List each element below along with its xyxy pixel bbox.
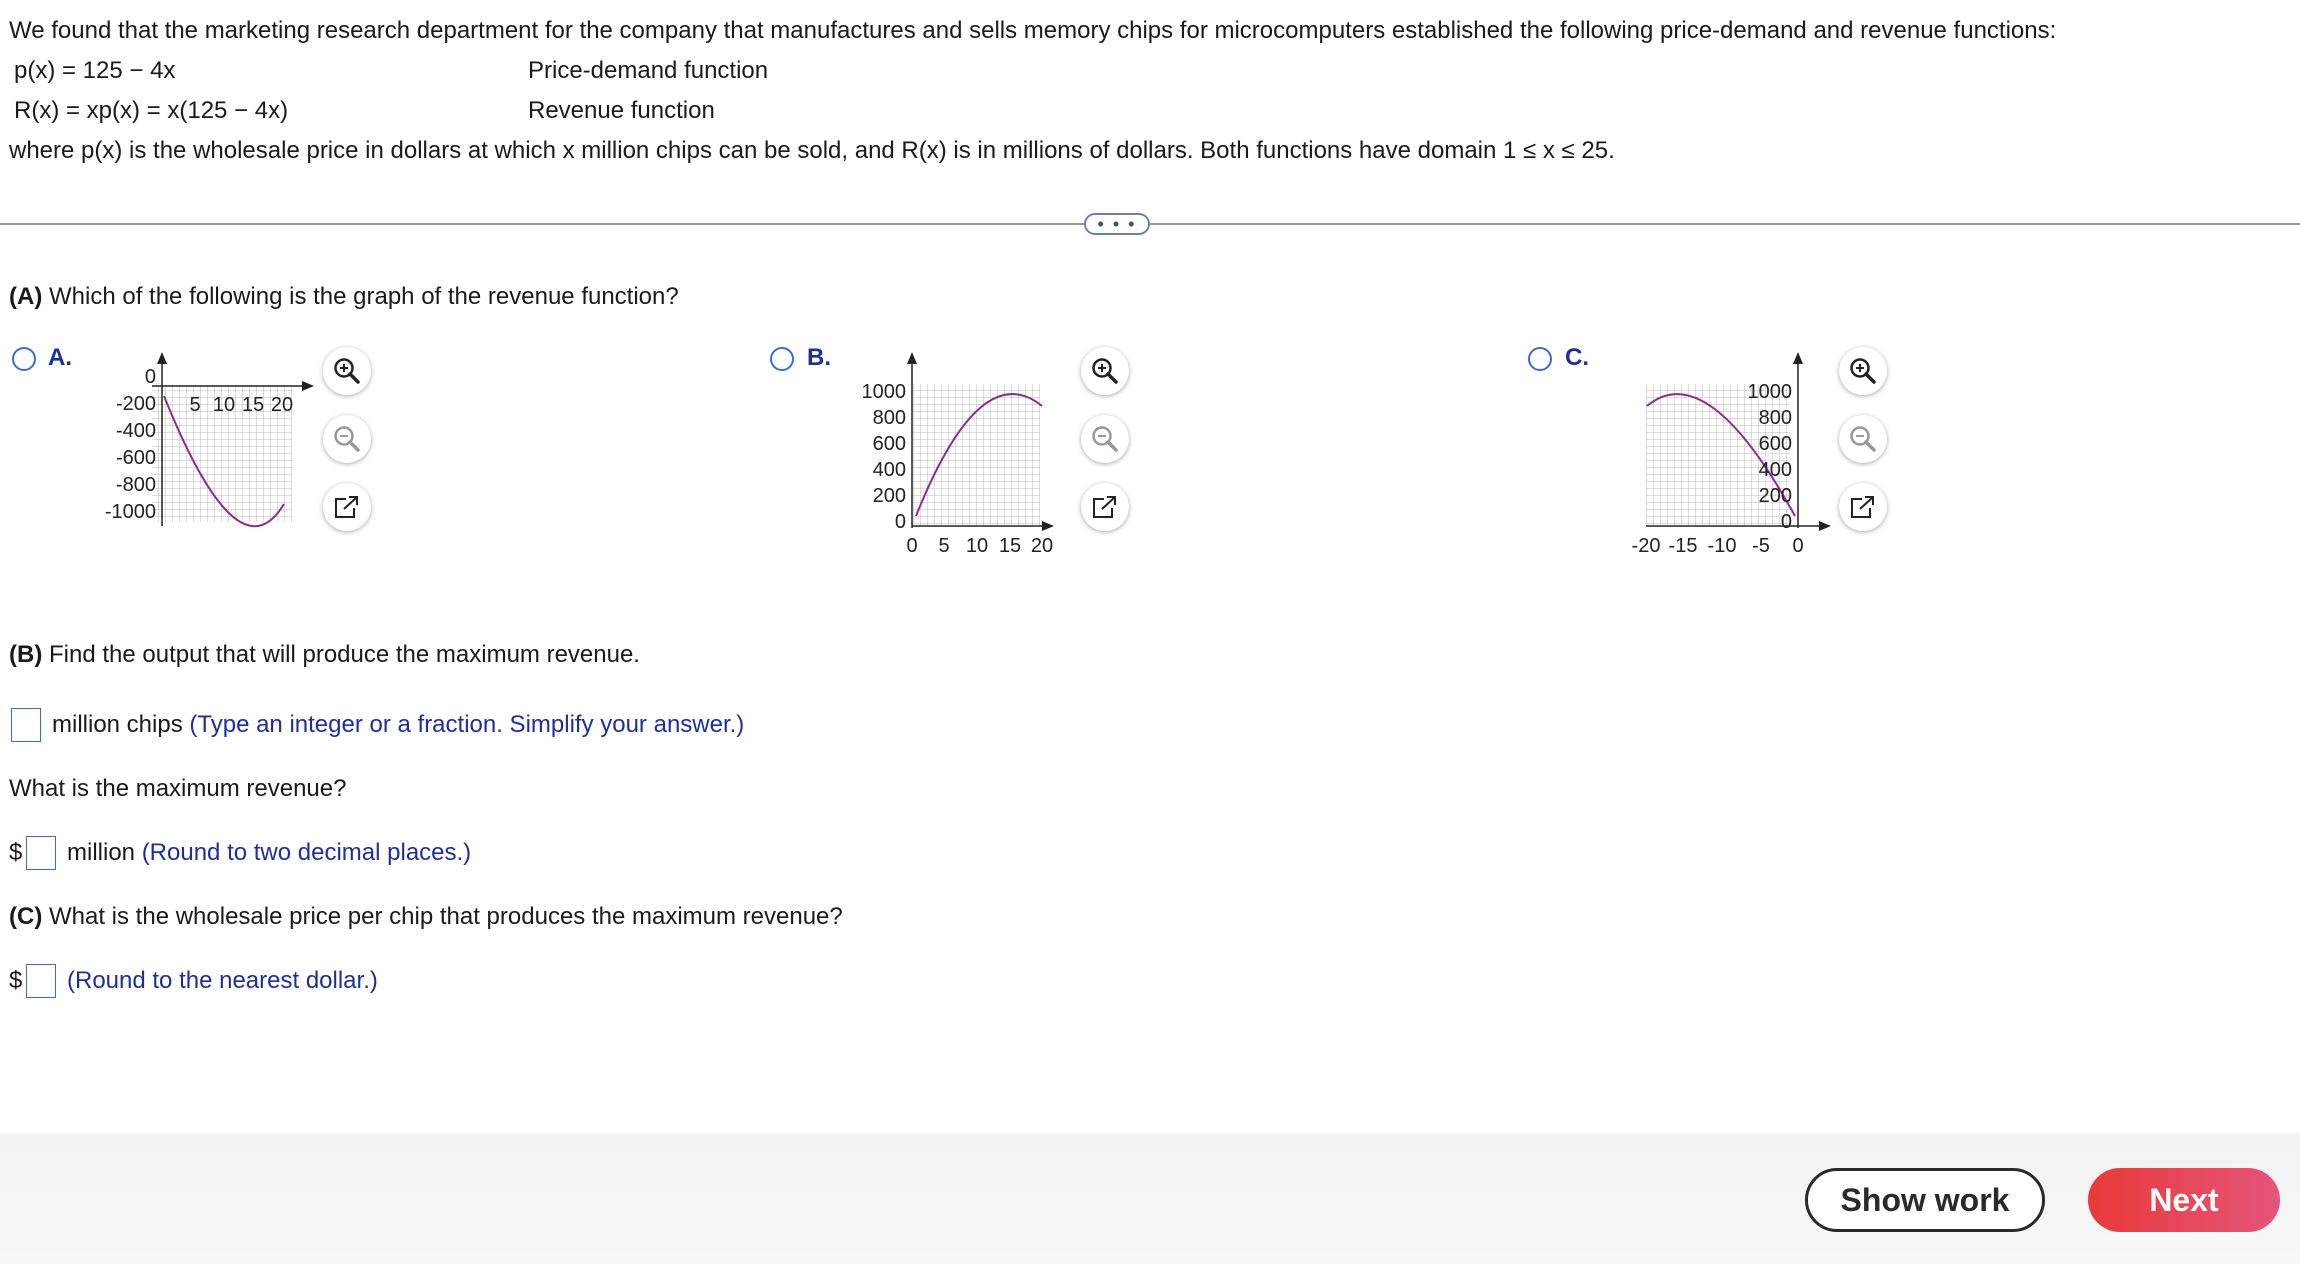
- max-revenue-unit: million: [67, 839, 136, 866]
- max-revenue-question: What is the maximum revenue?: [9, 775, 347, 802]
- y-tick-label: 200: [1758, 485, 1792, 507]
- part-c-prefix: (C): [9, 903, 43, 930]
- option-b-graph[interactable]: [850, 348, 1080, 558]
- section-divider: [0, 223, 2300, 225]
- x-axis-arrow: [1819, 521, 1831, 531]
- x-tick-label: 20: [270, 394, 294, 416]
- zoom-out-icon: [332, 424, 362, 454]
- option-a-label[interactable]: A.: [48, 344, 72, 371]
- price-dollar: $: [9, 967, 23, 994]
- y-axis-arrow: [157, 352, 167, 364]
- x-tick-label: 20: [1030, 535, 1054, 557]
- part-b-text: Find the output that will produce the maximum revenue.: [49, 641, 640, 668]
- option-a-graph[interactable]: [88, 348, 318, 538]
- part-b-question: [9, 640, 640, 670]
- price-demand-label: Price-demand function: [528, 57, 769, 84]
- price-input[interactable]: [26, 964, 56, 998]
- zoom-out-icon: [1090, 424, 1120, 454]
- option-b-zoom-in-button[interactable]: [1081, 347, 1129, 395]
- y-tick-label: 0: [144, 366, 156, 388]
- x-tick-label: -10: [1707, 535, 1737, 557]
- option-c-zoom-in-button[interactable]: [1839, 347, 1887, 395]
- option-a-zoom-in-button[interactable]: [323, 347, 371, 395]
- option-a-radio[interactable]: [12, 347, 36, 371]
- x-tick-label: -5: [1752, 535, 1770, 557]
- x-tick-label: 10: [212, 394, 236, 416]
- part-a-text: Which of the following is the graph of the revenue function?: [49, 283, 679, 310]
- zoom-in-icon: [332, 356, 362, 386]
- option-b-popout-button[interactable]: [1081, 483, 1129, 531]
- y-tick-label: -600: [115, 447, 156, 469]
- max-output-hint: (Type an integer or a fraction. Simplify your answer.): [189, 711, 745, 738]
- y-tick-label: 800: [1758, 407, 1792, 429]
- intro-text: We found that the marketing research department for the company that manufactures and sells memory chips for microcomputers established the following price-demand and revenue functions:: [9, 17, 2057, 44]
- revenue-equation: R(x) = xp(x) = x(125 − 4x): [14, 97, 289, 124]
- option-c-zoom-out-button[interactable]: [1839, 415, 1887, 463]
- option-a-zoom-out-button[interactable]: [323, 415, 371, 463]
- y-axis-arrow: [907, 352, 917, 364]
- revenue-label: Revenue function: [528, 97, 715, 124]
- zoom-in-icon: [1848, 356, 1878, 386]
- y-axis-arrow: [1793, 352, 1803, 364]
- option-c-radio[interactable]: [1528, 347, 1552, 371]
- max-revenue-unit-row: [67, 838, 471, 868]
- y-tick-label: 800: [872, 407, 906, 429]
- y-tick-label: -400: [115, 420, 156, 442]
- y-tick-label: 600: [1758, 433, 1792, 455]
- y-tick-label: 600: [872, 433, 906, 455]
- y-tick-label: 400: [872, 459, 906, 481]
- option-a-popout-button[interactable]: [323, 483, 371, 531]
- zoom-out-icon: [1848, 424, 1878, 454]
- part-c-question: [9, 902, 843, 932]
- y-tick-label: 1000: [1747, 381, 1792, 403]
- x-tick-label: 5: [938, 535, 950, 557]
- graph-grid: [912, 384, 1040, 526]
- x-tick-label: 10: [965, 535, 989, 557]
- next-button[interactable]: Next: [2088, 1168, 2280, 1232]
- popout-icon: [1092, 494, 1118, 520]
- x-tick-label: 5: [189, 394, 201, 416]
- option-b-label[interactable]: B.: [807, 344, 831, 371]
- option-c-label[interactable]: C.: [1565, 344, 1589, 371]
- y-tick-label: 1000: [861, 381, 906, 403]
- price-demand-equation: p(x) = 125 − 4x: [14, 57, 176, 84]
- part-a-question: [9, 282, 679, 312]
- y-tick-label: -1000: [104, 501, 156, 523]
- x-tick-label: 15: [241, 394, 265, 416]
- y-tick-label: -800: [115, 474, 156, 496]
- max-revenue-input[interactable]: [26, 836, 56, 870]
- y-tick-label: 200: [872, 485, 906, 507]
- option-b-zoom-out-button[interactable]: [1081, 415, 1129, 463]
- x-tick-label: 15: [998, 535, 1022, 557]
- part-a-prefix: (A): [9, 283, 43, 310]
- part-c-text: What is the wholesale price per chip that produces the maximum revenue?: [49, 903, 843, 930]
- y-tick-label: 400: [1758, 459, 1792, 481]
- x-axis-arrow: [1042, 521, 1054, 531]
- domain-text: where p(x) is the wholesale price in dollars at which x million chips can be sold, and R(x) is in millions of dollars. Both functions have domain 1 ≤ x ≤ 25.: [9, 137, 1615, 164]
- price-hint: (Round to the nearest dollar.): [67, 967, 378, 994]
- popout-icon: [334, 494, 360, 520]
- show-work-button[interactable]: Show work: [1805, 1168, 2045, 1232]
- max-output-input[interactable]: [11, 708, 41, 742]
- expand-more-button[interactable]: • • •: [1084, 213, 1150, 235]
- y-tick-label: 0: [894, 511, 906, 533]
- part-b-prefix: (B): [9, 641, 43, 668]
- x-axis-arrow: [302, 381, 314, 391]
- option-c-popout-button[interactable]: [1839, 483, 1887, 531]
- option-c-graph[interactable]: [1625, 348, 1845, 558]
- x-tick-label: 0: [906, 535, 918, 557]
- x-tick-label: -15: [1668, 535, 1698, 557]
- popout-icon: [1850, 494, 1876, 520]
- option-b-radio[interactable]: [770, 347, 794, 371]
- y-tick-label: 0: [1780, 511, 1792, 533]
- x-tick-label: 0: [1792, 535, 1804, 557]
- zoom-in-icon: [1090, 356, 1120, 386]
- y-tick-label: -200: [115, 393, 156, 415]
- max-output-unit-row: [52, 710, 744, 740]
- max-revenue-hint: (Round to two decimal places.): [141, 839, 472, 866]
- x-tick-label: -20: [1631, 535, 1661, 557]
- max-output-unit: million chips: [52, 711, 183, 738]
- max-revenue-dollar: $: [9, 839, 23, 866]
